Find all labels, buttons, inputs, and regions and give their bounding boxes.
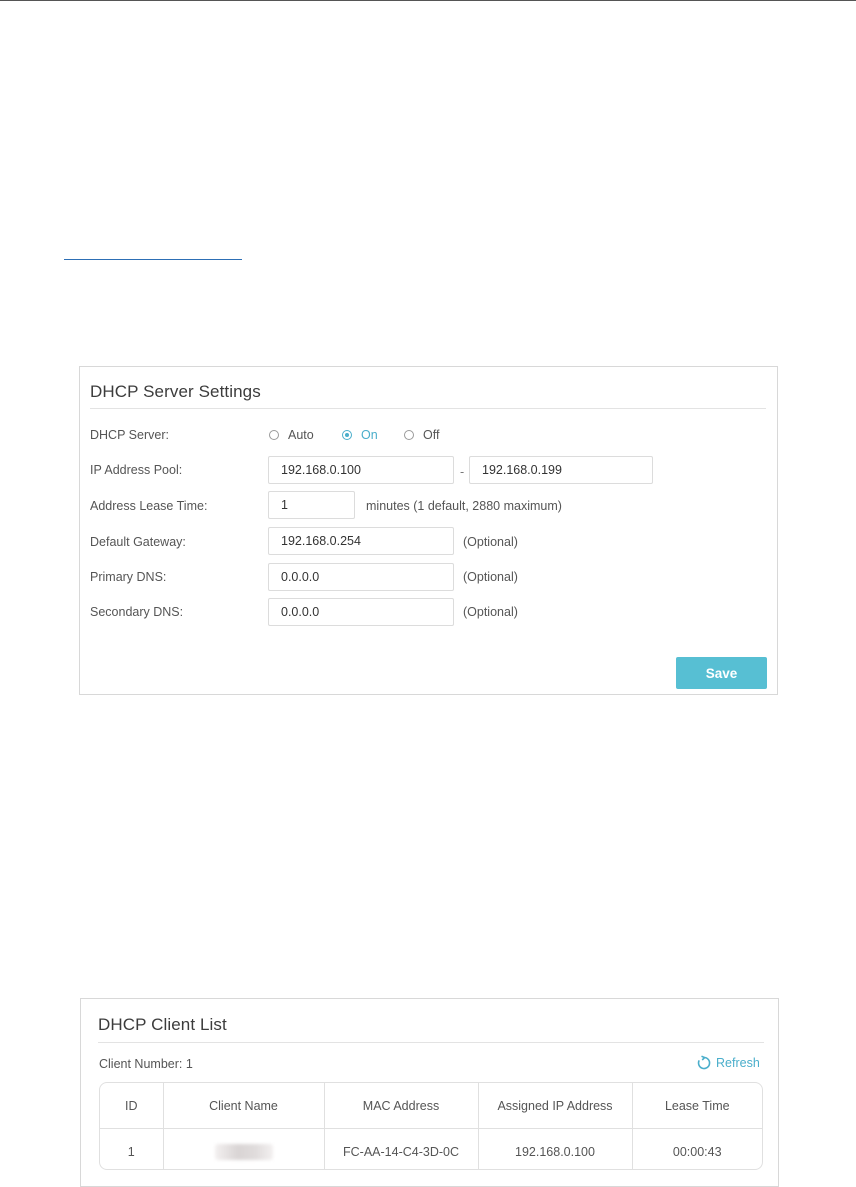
radio-off-circle[interactable] [404, 430, 414, 440]
refresh-icon[interactable] [696, 1055, 712, 1071]
column-header-id: ID [100, 1083, 163, 1129]
column-header-ip: Assigned IP Address [478, 1083, 632, 1129]
radio-off-label: Off [423, 428, 440, 442]
cell-ip: 192.168.0.100 [478, 1129, 632, 1171]
dhcp-server-label: DHCP Server: [90, 428, 169, 442]
ip-pool-end-input[interactable] [469, 456, 653, 484]
radio-auto-label: Auto [288, 428, 314, 442]
primary-dns-note: (Optional) [463, 570, 518, 584]
cell-id: 1 [100, 1129, 163, 1171]
save-button[interactable]: Save [676, 657, 767, 689]
radio-auto[interactable] [269, 428, 314, 442]
radio-auto-circle[interactable] [269, 430, 279, 440]
secondary-dns-input[interactable] [268, 598, 454, 626]
blurred-client-name [215, 1144, 273, 1160]
lease-time-label: Address Lease Time: [90, 499, 208, 513]
hyperlink-underline[interactable] [64, 259, 242, 260]
column-header-mac: MAC Address [324, 1083, 478, 1129]
radio-on-circle[interactable] [342, 430, 352, 440]
radio-off[interactable] [404, 428, 439, 442]
column-header-client-name: Client Name [163, 1083, 324, 1129]
primary-dns-label: Primary DNS: [90, 570, 167, 584]
dhcp-settings-title-rule [90, 408, 766, 409]
client-list-title-rule [98, 1042, 764, 1043]
client-number: Client Number: 1 [99, 1057, 193, 1071]
radio-on[interactable] [342, 428, 378, 442]
lease-time-input[interactable] [268, 491, 355, 519]
refresh-label: Refresh [716, 1056, 760, 1070]
ip-pool-start-input[interactable] [268, 456, 454, 484]
page-top-rule [0, 0, 856, 1]
ip-pool-separator: - [460, 465, 465, 479]
refresh-button[interactable] [696, 1055, 760, 1071]
secondary-dns-label: Secondary DNS: [90, 605, 184, 619]
radio-on-label: On [361, 428, 378, 442]
dhcp-settings-title: DHCP Server Settings [90, 382, 261, 401]
cell-mac: FC-AA-14-C4-3D-0C [324, 1129, 478, 1171]
default-gateway-label: Default Gateway: [90, 535, 186, 549]
primary-dns-input[interactable] [268, 563, 454, 591]
cell-lease-time: 00:00:43 [672, 1144, 722, 1159]
table-row [100, 1129, 762, 1171]
lease-time-note: minutes (1 default, 2880 maximum) [366, 499, 562, 513]
default-gateway-input[interactable] [268, 527, 454, 555]
ip-pool-label: IP Address Pool: [90, 463, 183, 477]
default-gateway-note: (Optional) [463, 535, 518, 549]
cell-client-name [163, 1129, 324, 1171]
table-header-row [100, 1083, 762, 1129]
column-header-lease-time: Lease Time [632, 1083, 762, 1129]
secondary-dns-note: (Optional) [463, 605, 518, 619]
client-list-title: DHCP Client List [98, 1015, 227, 1034]
client-table [99, 1082, 763, 1170]
